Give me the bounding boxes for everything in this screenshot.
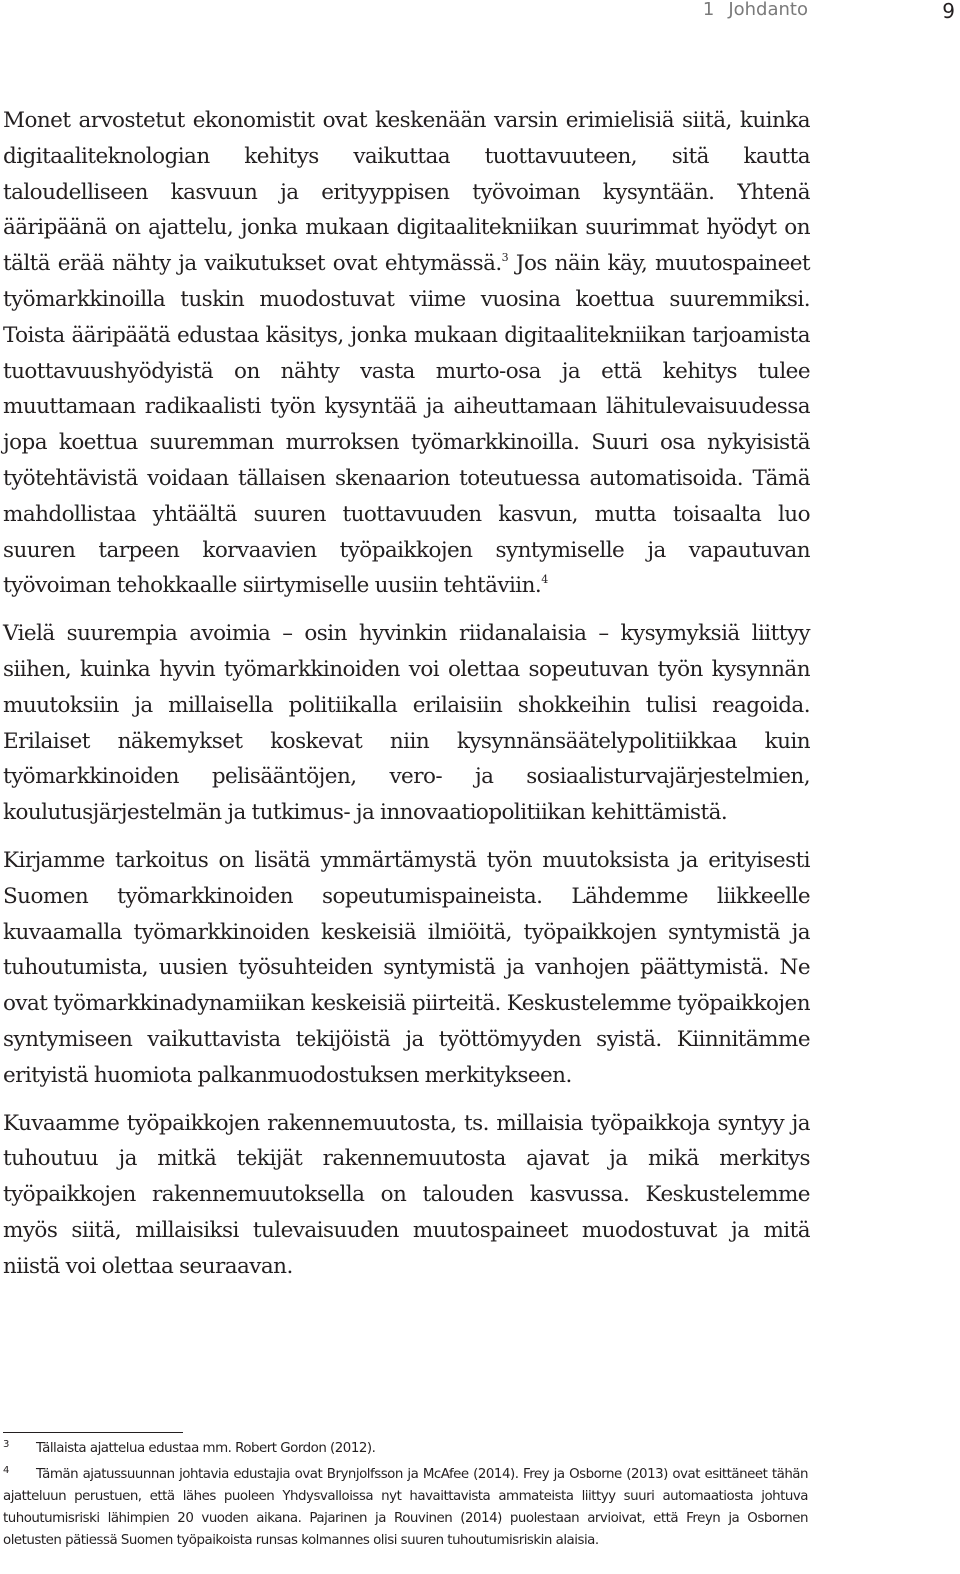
chapter-number: 1 — [702, 0, 715, 20]
page-number: 9 — [942, 0, 955, 23]
footnote-divider — [3, 1432, 183, 1433]
footnote-3 — [3, 1438, 808, 1460]
footnote-4 — [3, 1464, 808, 1552]
chapter-title: Johdanto — [728, 0, 808, 20]
paragraph-2: Vielä suurempia avoimia – osin hyvinkin riidanalaisia – kysymyksiä liittyy siihen, kuinka hyvin työmarkkinoiden voi olettaa sopeutuvan työn kysynnän muutoksiin ja millaisella politiikalla erilaisiin shokkeihin tulisi reagoida. Erilaiset näkemykset koskevat niin kysynnänsäätelypolitiikkaa kuin työmarkkinoiden pelisääntöjen, vero- ja sosiaalisturvajärjestelmien, koulutusjärjestelmän ja tutkimus- ja innovaatiopolitiikan kehittämistä. — [3, 621, 810, 826]
footnote-text: Tällaista ajattelua edustaa mm. Robert Gordon (2012). — [36, 1441, 376, 1456]
body-text — [3, 103, 810, 1297]
footnote-text: Tämän ajatussuunnan johtavia edustajia ovat Brynjolfsson ja McAfee (2014). Frey ja Osborne (2013) ovat esittäneet tähän ajatteluun perustuen, että lähes puoleen Yhdysvalloissa nyt havaittavista ammateista liittyy suuri automaatiosta johtuva tuhoutumisriski lähimpien 20 vuoden aikana. Pajarinen ja Rouvinen (2014) puolestaan arvioivat, että Freyn ja Osbornen oletusten pätiessä Suomen työpaikoista runsas kolmannes olisi suuren tuhoutumisriskin alaisia. — [3, 1467, 808, 1548]
footnotes — [3, 1438, 808, 1556]
running-header — [0, 0, 960, 24]
chapter-heading — [703, 0, 808, 20]
footnote-reference[interactable]: 3 — [501, 251, 509, 265]
footnote-marker: 3 — [3, 1439, 9, 1450]
paragraph-4: Kuvaamme työpaikkojen rakennemuutosta, ts. millaisia työpaikkoja syntyy ja tuhoutuu ja mitkä tekijät rakennemuutosta ajavat ja mikä merkitys työpaikkojen rakennemuutoksella on talouden kasvussa. Keskustelemme myös siitä, millaisiksi tulevaisuuden muutospaineet muodostuvat ja mitä niistä voi olettaa seuraavan. — [3, 1110, 810, 1279]
paragraph-3: Kirjamme tarkoitus on lisätä ymmärtämystä työn muutoksista ja erityisesti Suomen työmarkkinoiden sopeutumispaineista. Lähdemme liikkeelle kuvaamalla työmarkkinoiden keskeisiä ilmiöitä, työpaikkojen syntymistä ja tuhoutumista, uusien työsuhteiden syntymistä ja vanhojen päättymistä. Ne ovat työmarkkinadynamiikan keskeisiä piirteitä. Keskustelemme työpaikkojen syntymiseen vaikuttavista tekijöistä ja työttömyyden syistä. Kiinnitämme erityistä huomiota palkanmuodostuksen merkitykseen. — [3, 847, 810, 1088]
footnote-reference[interactable]: 4 — [541, 573, 548, 587]
paragraph-text: Jos näin käy, muutospaineet työmarkkinoilla tuskin muodostuvat viime vuosina koettua suuremmiksi. Toista ääripäätä edustaa käsitys, jonka mukaan digitaalitekniikan tarjoamista tuottavuushyödyistä on nähty vasta murto-osa ja että kehitys tulee muuttamaan radikaalisti työn kysyntää ja aiheuttamaan lähitulevaisuudessa jopa koettua suuremman murroksen työmarkkinoilla. Suuri osa nykyisistä työtehtävistä voidaan tällaisen skenaarion toteutuessa automatisoida. Tämä mahdollistaa yhtäältä suuren tuottavuuden kasvun, mutta toisaalta luo suuren tarpeen korvaavien työpaikkojen syntymiselle ja vapautuvan työvoiman tehokkaalle siirtymiselle uusiin tehtäviin. — [3, 251, 811, 599]
paragraph-text: Monet arvostetut ekonomistit ovat keskenään varsin erimielisiä siitä, kuinka digitaaliteknologian kehitys vaikuttaa tuottavuuteen, sitä kautta taloudelliseen kasvuun ja erityyppisen työvoiman kysyntään. Yhtenä ääripäänä on ajattelu, jonka mukaan digitaalitekniikan suurimmat hyödyt on tältä erää nähty ja vaikutukset ovat ehtymässä. — [3, 108, 810, 277]
footnote-marker: 4 — [3, 1465, 9, 1476]
paragraph-1 — [3, 103, 810, 604]
